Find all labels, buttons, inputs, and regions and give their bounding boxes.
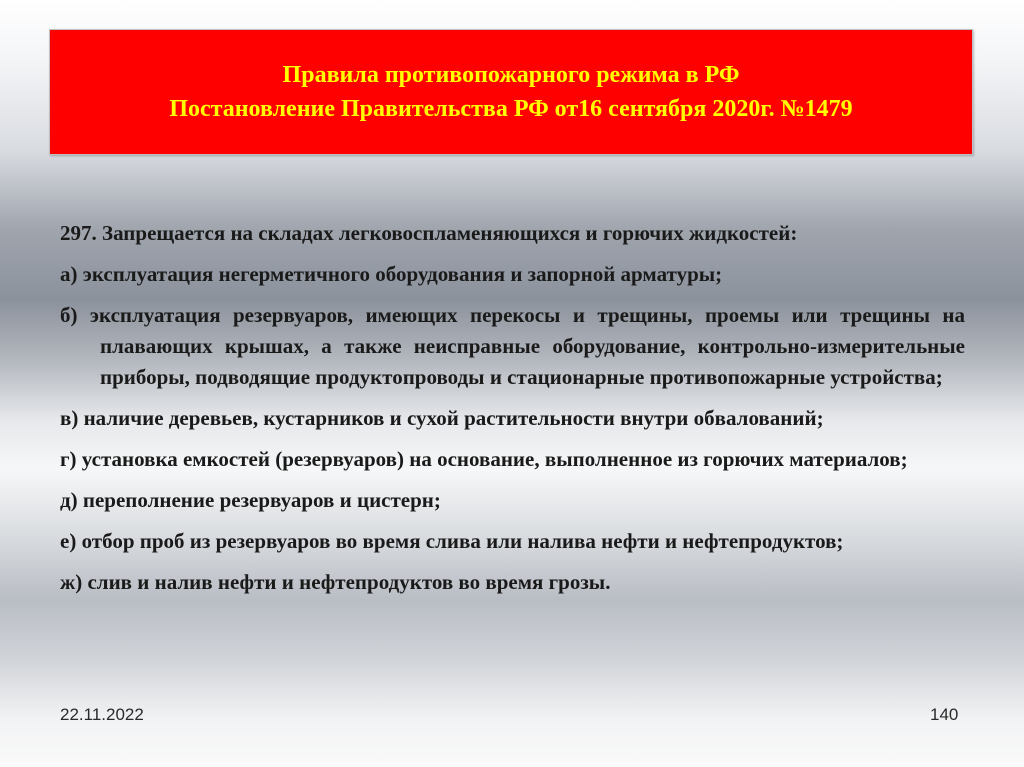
title-banner: [49, 29, 973, 155]
paragraph-item-a: а) эксплуатация негерметичного оборудования и запорной арматуры;: [60, 262, 723, 286]
paragraph-item-d: д) переполнение резервуаров и цистерн;: [60, 488, 441, 512]
paragraph-item-b: б) эксплуатация резервуаров, имеющих перекосы и трещины, проемы или трещины на плавающих крышах, а также неисправные оборудование, контрольно-измерительные приборы, подводящие продуктопроводы и стационарные противопожарные устройства;: [60, 303, 965, 389]
slide-body: [60, 218, 965, 608]
slide-title: Правила противопожарного режима в РФ: [282, 62, 740, 88]
paragraph-item-g: г) установка емкостей (резервуаров) на основание, выполненное из горючих материалов;: [60, 447, 908, 471]
paragraph-item-zh: ж) слив и налив нефти и нефтепродуктов во время грозы.: [60, 570, 611, 594]
paragraph-item-e: е) отбор проб из резервуаров во время слива или налива нефти и нефтепродуктов;: [60, 529, 844, 553]
paragraph-item-v: в) наличие деревьев, кустарников и сухой растительности внутри обвалований;: [60, 406, 824, 430]
paragraph-intro: 297. Запрещается на складах легковоспламеняющихся и горючих жидкостей:: [60, 221, 798, 245]
page-number: 140: [930, 705, 959, 724]
footer-date: 22.11.2022: [60, 705, 144, 724]
slide-subtitle: Постановление Правительства РФ от16 сентября 2020г. №1479: [169, 96, 853, 122]
